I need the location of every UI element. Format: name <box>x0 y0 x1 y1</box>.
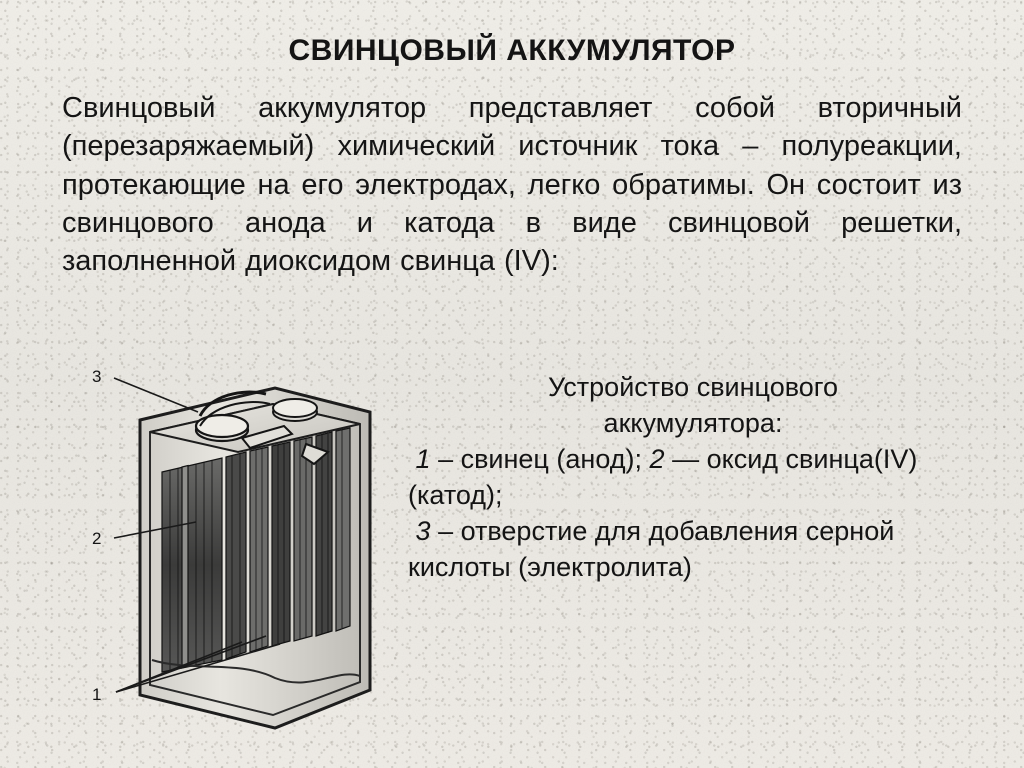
caption-item-2-number: 2 <box>649 443 665 474</box>
lead-acid-battery-diagram <box>70 360 440 760</box>
caption-item-2-text: — оксид свинца(IV) (катод); <box>408 443 918 510</box>
figure-label-1: 1 <box>92 685 102 704</box>
figure-caption <box>408 370 978 585</box>
caption-head-line2: аккумулятора: <box>603 407 783 438</box>
caption-item-1-text: – свинец (анод); <box>438 443 642 474</box>
lower-section <box>0 352 1024 768</box>
caption-head-line1: Устройство свинцового <box>547 372 839 402</box>
caption-item-3-text: – отверстие для добавления серной кислоты (электролита) <box>408 515 895 582</box>
caption-item-3 <box>408 514 978 586</box>
battery-figure <box>70 360 440 760</box>
figure-label-3: 3 <box>92 367 102 386</box>
caption-item-1-number: 1 <box>415 443 431 474</box>
caption-item-3-number: 3 <box>415 515 431 546</box>
intro-paragraph: Свинцовый аккумулятор представляет собой вторичный (перезаряжаемый) химический источник тока – полуреакции, протекающие на его электродах, легко обратимы. Он состоит из свинцового анода и катода в виде свинцовой решетки, заполненной диоксидом свинца (IV): <box>62 92 962 278</box>
figure-label-2: 2 <box>92 529 102 548</box>
page-title: СВИНЦОВЫЙ АККУМУЛЯТОР <box>288 34 736 67</box>
caption-item-1 <box>408 442 978 514</box>
